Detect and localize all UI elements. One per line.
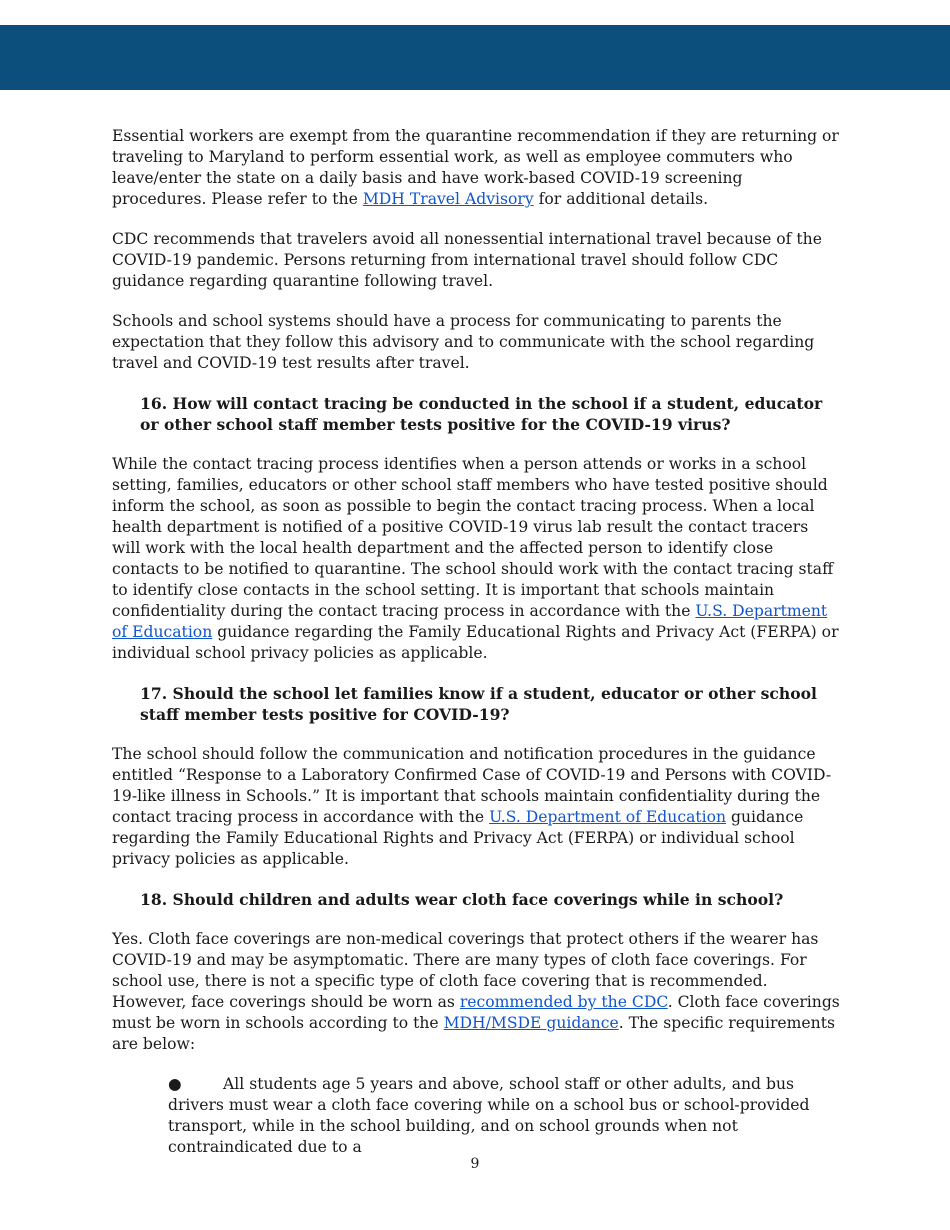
paragraph-contact-tracing xyxy=(112,454,840,664)
paragraph-text: guidance regarding the Family Educational Rights and Privacy Act (FERPA) or individual school privacy policies as applicable. xyxy=(112,808,804,868)
mdh-travel-advisory-link[interactable]: MDH Travel Advisory xyxy=(362,190,534,208)
paragraph-text: Essential workers are exempt from the quarantine recommendation if they are returning or traveling to Maryland to perform essential work, as well as employee commuters who leave/enter the state on a daily basis and have work-based COVID-19 screening procedures. Please refer to the xyxy=(112,127,839,208)
paragraph-text: guidance regarding the Family Educational Rights and Privacy Act (FERPA) or individual school privacy policies as applicable. xyxy=(112,623,839,662)
paragraph-text: While the contact tracing process identifies when a person attends or works in a school setting, families, educators or other school staff members who have tested positive should inform the school, as soon as possible to begin the contact tracing process. When a local health department is notified of a positive COVID-19 virus lab result the contact tracers will work with the local health department and the affected person to identify close contacts to be notified to quarantine. The school should work with the contact tracing staff to identify close contacts in the school setting. It is important that schools maintain confidentiality during the contact tracing process in accordance with the xyxy=(112,455,834,620)
paragraph-essential-workers xyxy=(112,126,840,210)
us-dept-education-link-2[interactable]: U.S. Department of Education xyxy=(489,808,727,826)
mdh-msde-guidance-link[interactable]: MDH/MSDE guidance xyxy=(443,1014,619,1032)
paragraph-text: The school should follow the communication and notification procedures in the guidance entitled “Response to a Laboratory Confirmed Case of COVID-19 and Persons with COVID-19-like illness in Schools.” It is important that schools maintain confidentiality during the contact tracing process in accordance with the xyxy=(112,745,832,826)
question-18-heading: 18. Should children and adults wear cloth face coverings while in school? xyxy=(140,890,784,909)
recommended-by-cdc-link[interactable]: recommended by the CDC xyxy=(459,993,668,1011)
bullet-text: All students age 5 years and above, school staff or other adults, and bus drivers must wear a cloth face covering while on a school bus or school-provided transport, while in the school building, and on school grounds when not contraindicated due to a xyxy=(168,1075,810,1156)
page-number: 9 xyxy=(470,1156,480,1172)
bullet-item xyxy=(168,1074,840,1158)
paragraph-text: . The specific requirements are below: xyxy=(112,1014,835,1053)
question-17-heading: 17. Should the school let families know if a student, educator or other school staff member tests positive for COVID-19? xyxy=(140,684,817,724)
paragraph-face-coverings xyxy=(112,929,840,1055)
header-banner xyxy=(0,25,950,90)
paragraph-text: . Cloth face coverings must be worn in schools according to the xyxy=(112,993,840,1032)
paragraph-text: for additional details. xyxy=(533,190,709,208)
question-16-heading: 16. How will contact tracing be conducted in the school if a student, educator or other school staff member tests positive for the COVID-19 virus? xyxy=(140,394,823,434)
paragraph-school-process: Schools and school systems should have a process for communicating to parents the expectation that they follow this advisory and to communicate with the school regarding travel and COVID-19 test results after travel. xyxy=(112,312,815,372)
paragraph-text: Yes. Cloth face coverings are non-medical coverings that protect others if the wearer has COVID-19 and may be asymptomatic. There are many types of cloth face coverings. For school use, there is not a specific type of cloth face covering that is recommended. However, face coverings should be worn as xyxy=(112,930,819,1011)
us-dept-education-link[interactable]: U.S. Department of Education xyxy=(112,602,828,641)
paragraph-international-travel: CDC recommends that travelers avoid all nonessential international travel because of the COVID-19 pandemic. Persons returning from international travel should follow CDC guidance regarding quarantine following travel. xyxy=(112,230,822,290)
bullet-icon: ● xyxy=(168,1075,182,1093)
document-body xyxy=(112,126,840,1158)
paragraph-notification xyxy=(112,744,840,870)
